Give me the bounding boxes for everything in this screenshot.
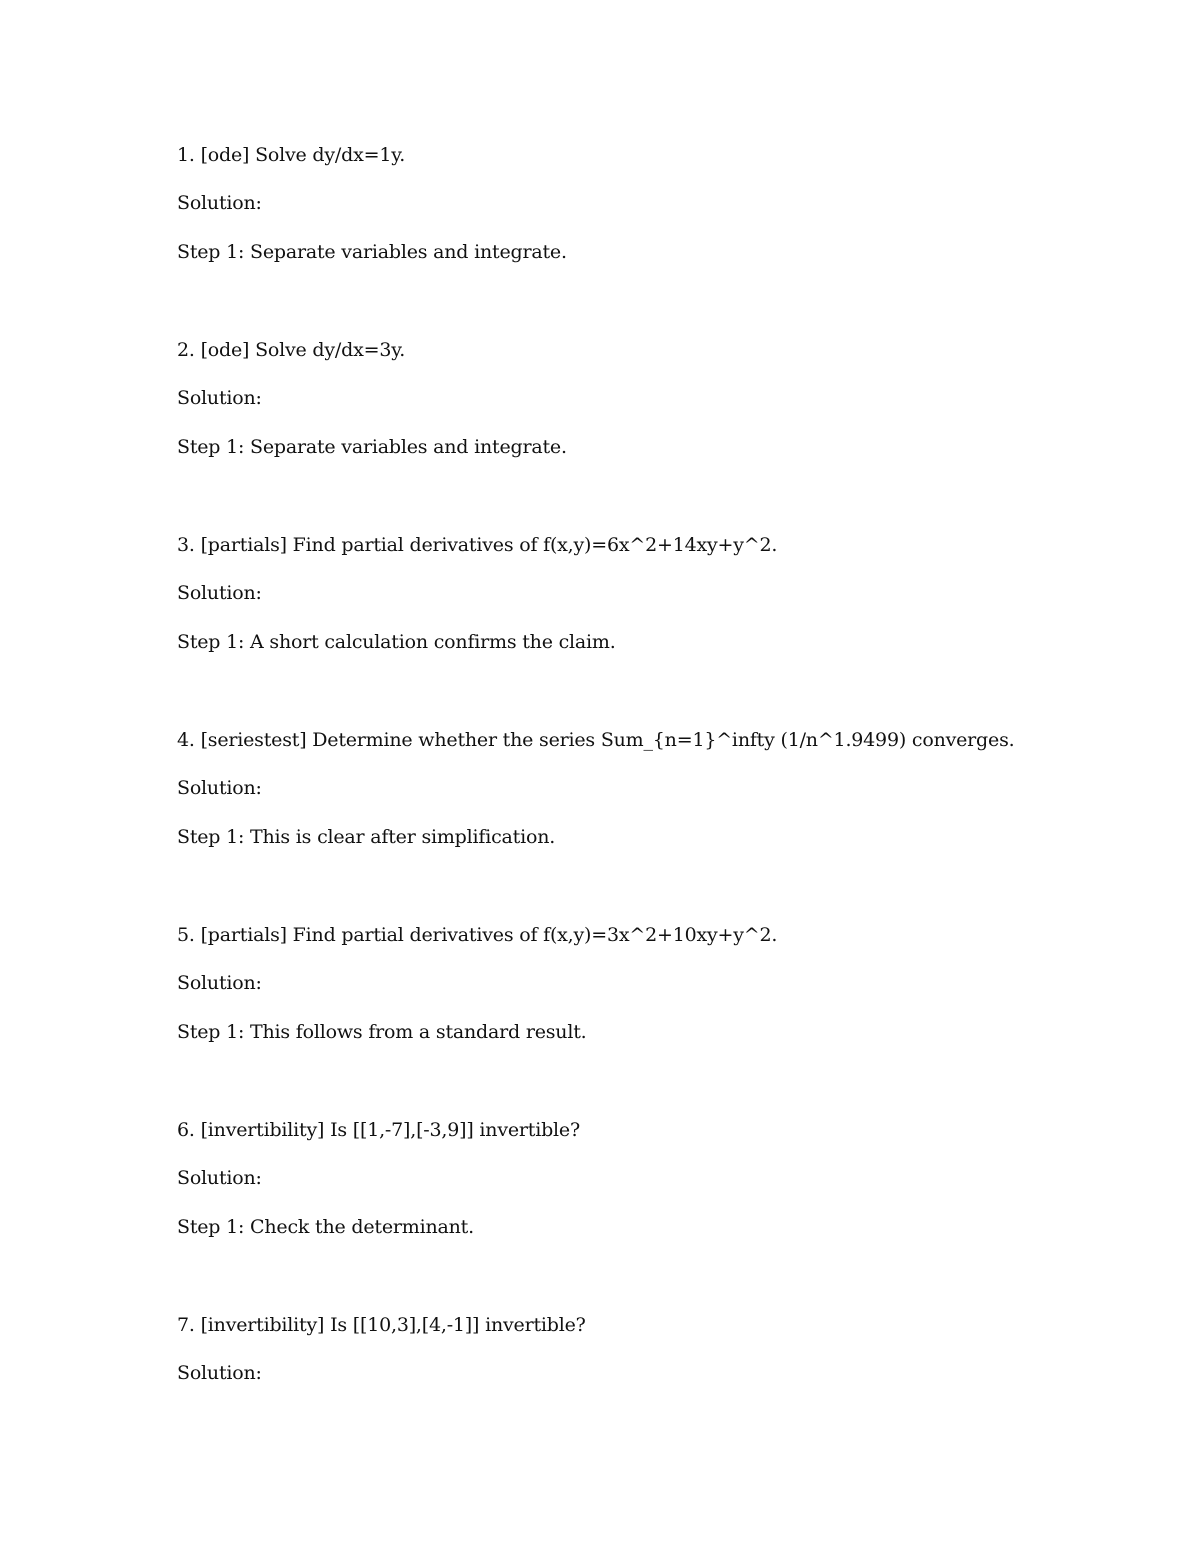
solution-label: Solution: — [177, 972, 262, 994]
problem-list — [177, 140, 1137, 1505]
problem-6 — [177, 1115, 1137, 1310]
problem-4 — [177, 725, 1137, 920]
solution-label: Solution: — [177, 192, 262, 214]
solution-label: Solution: — [177, 777, 262, 799]
solution-label: Solution: — [177, 582, 262, 604]
solution-label: Solution: — [177, 1362, 262, 1384]
solution-step: Step 1: A short calculation confirms the claim. — [177, 631, 616, 653]
solution-step: Step 1: Check the determinant. — [177, 1216, 474, 1238]
problem-question: 1. [ode] Solve dy/dx=1y. — [177, 144, 406, 166]
problem-question: 5. [partials] Find partial derivatives of f(x,y)=3x^2+10xy+y^2. — [177, 924, 778, 946]
solution-label: Solution: — [177, 387, 262, 409]
problem-1 — [177, 140, 1137, 335]
solution-step: Step 1: Separate variables and integrate. — [177, 436, 567, 458]
problem-question: 7. [invertibility] Is [[10,3],[4,-1]] invertible? — [177, 1314, 586, 1336]
problem-question: 3. [partials] Find partial derivatives of f(x,y)=6x^2+14xy+y^2. — [177, 534, 778, 556]
problem-question: 2. [ode] Solve dy/dx=3y. — [177, 339, 406, 361]
problem-7 — [177, 1310, 1137, 1505]
problem-3 — [177, 530, 1137, 725]
solution-step: Step 1: This follows from a standard result. — [177, 1021, 587, 1043]
problem-5 — [177, 920, 1137, 1115]
solution-step: Step 1: This is clear after simplification. — [177, 826, 556, 848]
problem-question: 6. [invertibility] Is [[1,-7],[-3,9]] invertible? — [177, 1119, 580, 1141]
solution-label: Solution: — [177, 1167, 262, 1189]
problem-question: 4. [seriestest] Determine whether the series Sum_{n=1}^infty (1/n^1.9499) converges. — [177, 729, 1015, 751]
problem-2 — [177, 335, 1137, 530]
solution-step: Step 1: Separate variables and integrate. — [177, 241, 567, 263]
